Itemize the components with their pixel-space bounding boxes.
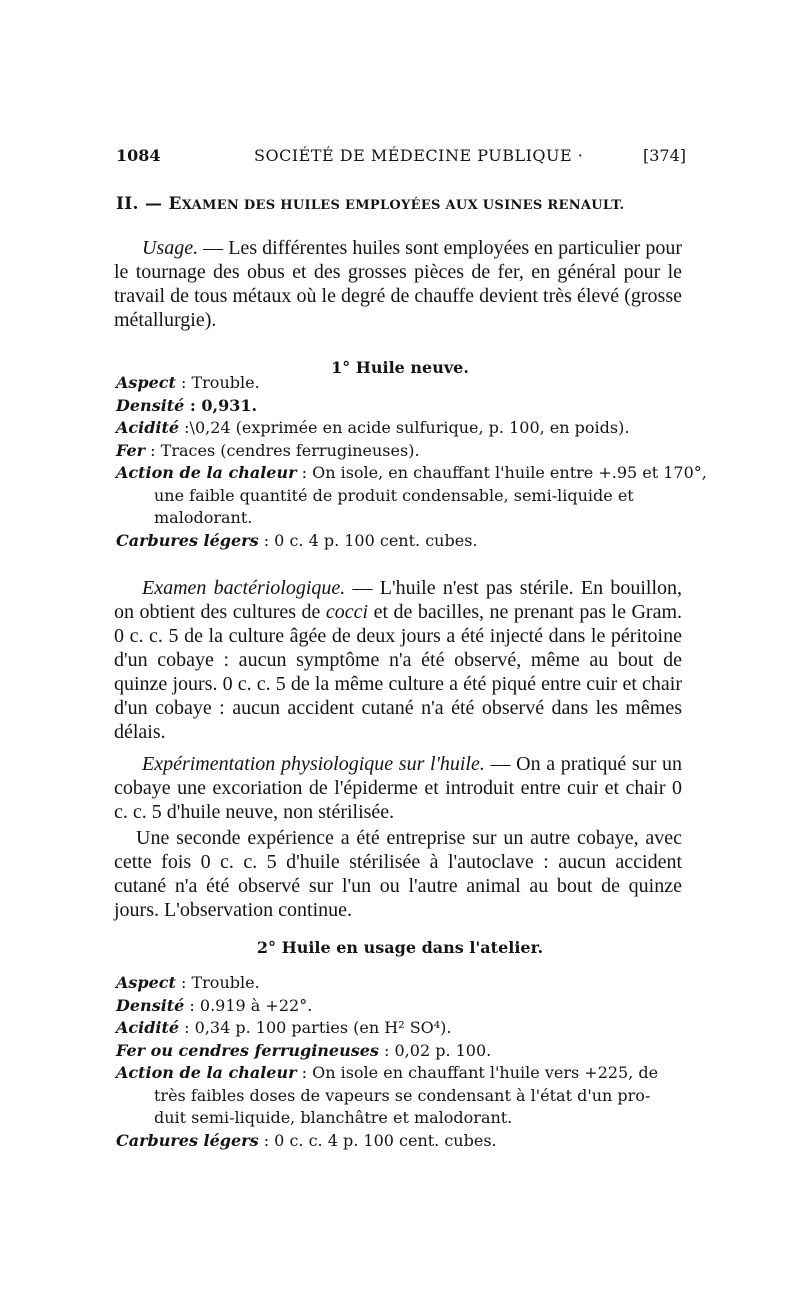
oil1-densite-label: Densité: [116, 395, 185, 415]
oil1-carbures-value: : 0 c. 4 p. 100 cent. cubes.: [258, 530, 478, 550]
oil2-title: 2° Huile en usage dans l'atelier.: [256, 938, 544, 957]
oil2-acidite-label: Acidité: [116, 1018, 180, 1037]
oil2-fer-value: : 0,02 p. 100.: [378, 1040, 492, 1060]
oil2-acidite-value: : 0,34 p. 100 parties (en H² SO⁴).: [179, 1018, 452, 1037]
bacterio-label: Examen bactériologique.: [142, 577, 346, 599]
oil1-acidite-label: Acidité: [116, 418, 180, 437]
oil1-carbures-label: Carbures légers: [116, 530, 259, 550]
usage-text: — Les différentes huiles sont employées en particulier pour le tournage des obus et des grosses pièces de fer, en général pour le travail de tous métaux où le degré de chauffe devient très élevé (grosse métallurgie).: [114, 237, 682, 331]
second-experiment-text: Une seconde expérience a été entreprise sur un autre cobaye, avec cette fois 0 c. c. 5 d'huile stérilisée à l'autoclave : aucun accident cutané n'a été observé sur l'un ou l'autre animal au bout de quinze jours. L'observation continue.: [114, 827, 682, 921]
bacterio-text-b: et de bacilles, ne prenant pas le Gram. 0 c. c. 5 de la culture âgée de deux jours a été injecté dans le péritoine d'un cobaye : aucun symptôme n'a été observé, même au bout de quinze jours. 0 c. c. 5 de la même culture a été piqué entre cuir et chair d'un cobaye : aucun accident cutané n'a été observé dans les mêmes délais.: [114, 601, 683, 743]
second-experiment-paragraph: [114, 826, 682, 922]
oil1-acidite-value: :\0,24 (exprimée en acide sulfurique, p. 100, en poids).: [179, 418, 630, 437]
oil1-action-line1: : On isole, en chauffant l'huile entre +.95 et 170°,: [296, 463, 707, 482]
oil1-aspect-label: Aspect: [116, 373, 176, 392]
oil2-aspect-value: : Trouble.: [175, 973, 260, 992]
oil1-title: 1° Huile neuve.: [331, 358, 469, 377]
oil1-densite-value: : 0,931.: [184, 395, 258, 415]
physio-paragraph: [114, 752, 682, 824]
oil2-densite-label: Densité: [116, 995, 185, 1015]
physio-label: Expérimentation physiologique sur l'huile.: [142, 753, 485, 775]
oil2-fer-label: Fer ou cendres ferrugineuses: [116, 1040, 379, 1060]
oil2-action-line2: très faibles doses de vapeurs se condensant à l'état d'un pro-: [154, 1085, 651, 1105]
oil2-action-label: Action de la chaleur: [116, 1063, 297, 1082]
oil1-action-label: Action de la chaleur: [116, 463, 297, 482]
usage-label: Usage.: [142, 237, 199, 259]
oil2-densite-value: : 0.919 à +22°.: [184, 995, 313, 1015]
oil1-action-line3: malodorant.: [154, 508, 253, 527]
bracket-page-number: [374]: [642, 146, 686, 165]
section-heading: [116, 194, 676, 214]
oil2-carbures-value: : 0 c. c. 4 p. 100 cent. cubes.: [258, 1130, 497, 1150]
physio-text: — On a pratiqué sur un cobaye une excoriation de l'épiderme et introduit entre cuir et chair 0 c. c. 5 d'huile neuve, non stérilisée.: [114, 753, 682, 823]
running-header: [116, 146, 686, 172]
section-heading-rest: XAMEN DES HUILES EMPLOYÉES AUX USINES RENAULT.: [181, 198, 625, 213]
bacterio-text-a: — L'huile n'est pas stérile. En bouillon, on obtient des cultures de: [114, 577, 682, 623]
section-heading-prefix: II. — E: [116, 194, 182, 214]
oil2-properties: [116, 972, 686, 1152]
usage-paragraph: [114, 236, 682, 332]
page-number: 1084: [116, 146, 161, 165]
running-title: SOCIÉTÉ DE MÉDECINE PUBLIQUE ·: [254, 146, 584, 165]
oil1-fer-label: Fer: [116, 440, 146, 460]
oil2-carbures-label: Carbures légers: [116, 1130, 259, 1150]
oil1-aspect-value: : Trouble.: [175, 373, 260, 392]
oil2-aspect-label: Aspect: [116, 973, 176, 992]
bacterio-cocci: cocci: [325, 601, 369, 623]
bacterio-paragraph: [114, 576, 682, 744]
oil1-properties: [116, 372, 707, 552]
oil1-fer-value: : Traces (cendres ferrugineuses).: [145, 440, 420, 460]
oil1-action-line2: une faible quantité de produit condensable, semi-liquide et: [154, 485, 634, 505]
oil2-action-line1: : On isole en chauffant l'huile vers +225, de: [296, 1063, 659, 1082]
oil2-action-line3: duit semi-liquide, blanchâtre et malodorant.: [154, 1108, 513, 1127]
